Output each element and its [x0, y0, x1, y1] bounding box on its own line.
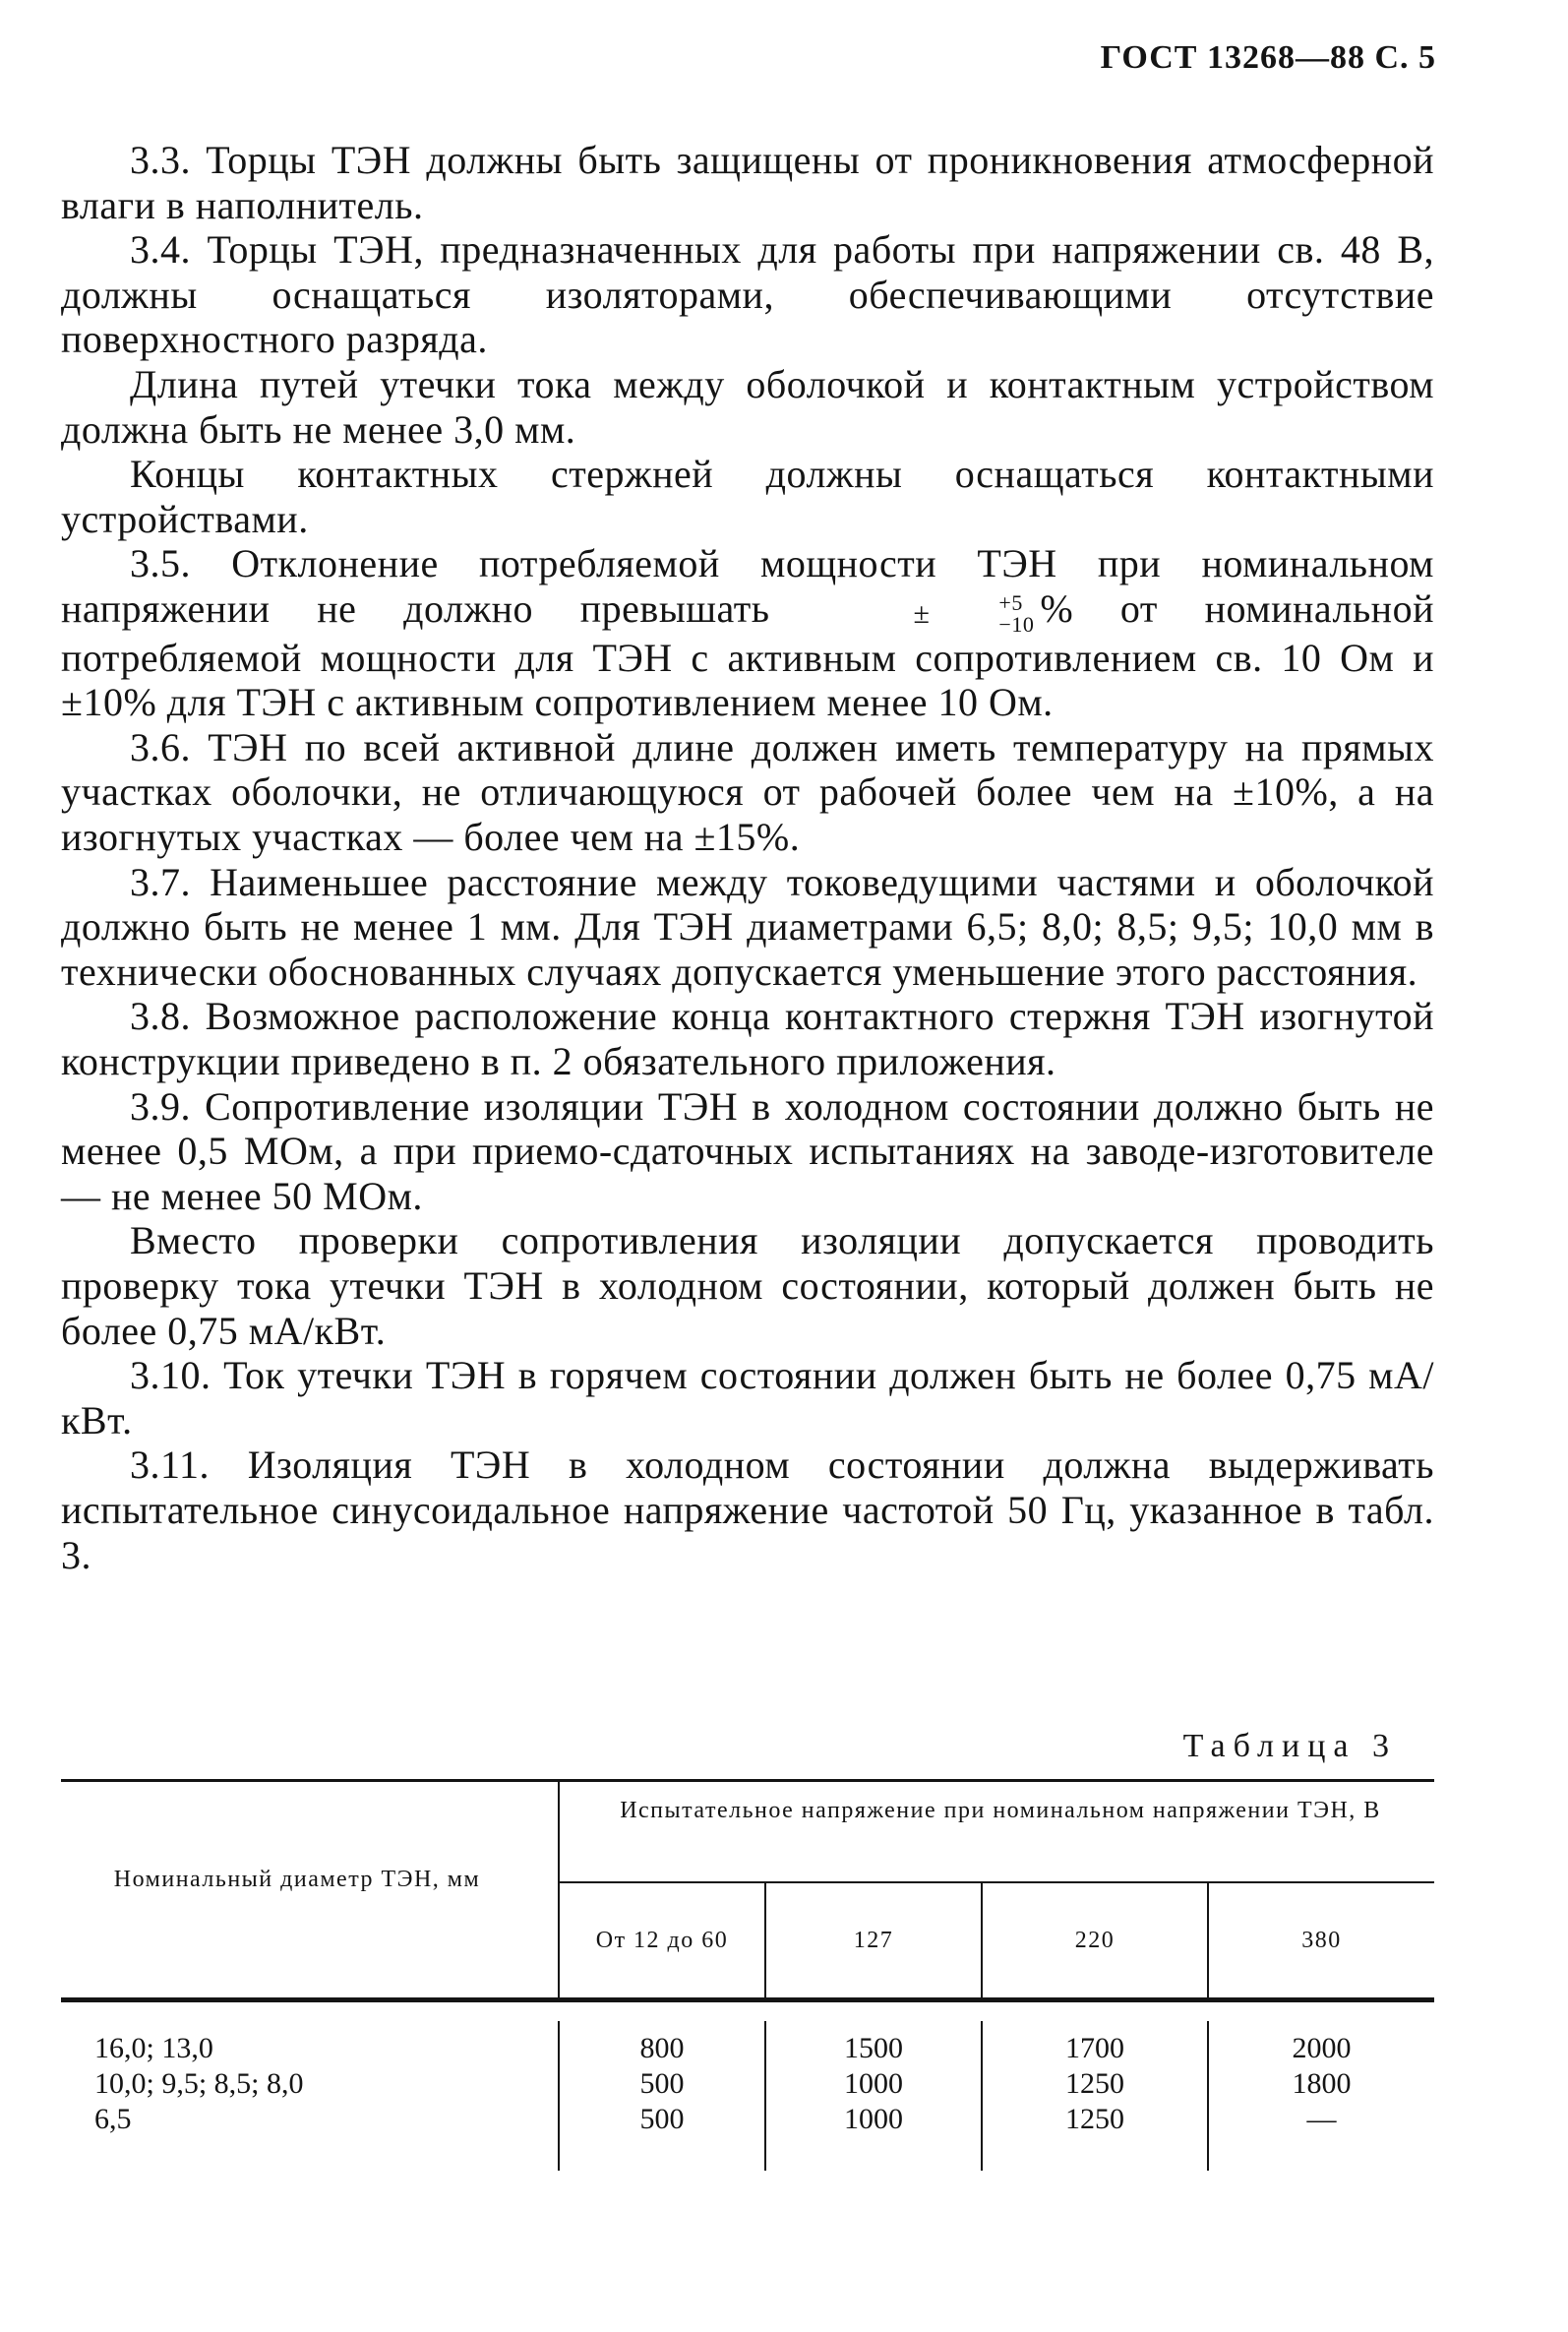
column-header-test-voltage: Испытательное напряжение при номинальном напряжении ТЭН, В [620, 1798, 1381, 1823]
table-cell: 1000 [844, 2103, 903, 2135]
document-body [61, 138, 1434, 1577]
paragraph-3-3: 3.3. Торцы ТЭН должны быть защищены от проникновения атмосферной влаги в наполнитель. [61, 138, 1434, 227]
paragraph-3-4: 3.4. Торцы ТЭН, предназначенных для работы при напряжении св. 48 В, должны оснащаться изоляторами, обеспечивающими отсутствие поверхностного разряда. [61, 227, 1434, 362]
paragraph-3-8: 3.8. Возможное расположение конца контактного стержня ТЭН изогнутой конструкции приведено в п. 2 обязательного приложения. [61, 994, 1434, 1083]
tolerance-upper: +5 [998, 589, 1023, 615]
table-cell: 500 [639, 2103, 685, 2135]
plus-minus-sign: ± [913, 596, 931, 630]
page-header: ГОСТ 13268—88 С. 5 [1100, 39, 1436, 76]
paragraph-3-5-end: % от номинальной потребляемой мощности для ТЭН с активным сопротивлением св. 10 Ом и ±10% для ТЭН с активным сопротивлением менее 10 Ом. [61, 585, 1434, 725]
table-cell: 1500 [844, 2032, 903, 2064]
tolerance-expression [775, 590, 1034, 636]
column-header-127: 127 [853, 1928, 894, 1953]
table-caption: Таблица 3 [1182, 1728, 1397, 1764]
table-vline [558, 1782, 560, 1997]
table-cell: 10,0; 9,5; 8,5; 8,0 [94, 2067, 304, 2100]
table-cell: 1800 [1292, 2067, 1352, 2100]
table-cell: — [1306, 2103, 1337, 2135]
table-cell: 1250 [1065, 2103, 1124, 2135]
paragraph-3-7: 3.7. Наименьшее расстояние между токоведущими частями и оболочкой должно быть не менее 1 мм. Для ТЭН диаметрами 6,5; 8,0; 8,5; 9,5; 10,0 мм в технически обоснованных случаях допускается уменьшение этого расстояния. [61, 859, 1434, 994]
paragraph-3-6: 3.6. ТЭН по всей активной длине должен иметь температуру на прямых участках оболочки, не отличающуюся от рабочей более чем на ±10%, а на изогнутых участках — более чем на ±15%. [61, 724, 1434, 860]
column-diameter-values [94, 2031, 527, 2137]
table-cell: 1250 [1065, 2067, 1124, 2100]
paragraph-3-9-alternative: Вместо проверки сопротивления изоляции допускается проводить проверку тока утечки ТЭН в холодном состоянии, который должен быть не более 0,75 мА/кВт. [61, 1218, 1434, 1353]
paragraph-3-11: 3.11. Изоляция ТЭН в холодном состоянии должна выдерживать испытательное синусоидальное напряжение частотой 50 Гц, указанное в табл. 3. [61, 1442, 1434, 1577]
table-cell: 1000 [844, 2067, 903, 2100]
paragraph-3-4-contact-ends: Концы контактных стержней должны оснащаться контактными устройствами. [61, 452, 1434, 541]
column-12-60-values [560, 2031, 764, 2137]
paragraph-3-9: 3.9. Сопротивление изоляции ТЭН в холодном состоянии должно быть не менее 0,5 МОм, а при приемо-сдаточных испытаниях на заводе-изготовителе — не менее 50 МОм. [61, 1083, 1434, 1218]
column-380-values [1209, 2031, 1434, 2137]
paragraph-3-5 [61, 541, 1434, 725]
column-header-12-60: От 12 до 60 [595, 1928, 729, 1953]
column-header-diameter: Номинальный диаметр ТЭН, мм [113, 1867, 481, 1892]
table-subheader-rule [559, 1881, 1434, 1883]
column-header-380: 380 [1301, 1928, 1342, 1953]
table-cell: 2000 [1292, 2032, 1352, 2064]
table-cell: 16,0; 13,0 [94, 2032, 213, 2064]
column-header-220: 220 [1074, 1928, 1116, 1953]
table-cell: 500 [639, 2067, 685, 2100]
table-cell: 1700 [1065, 2032, 1124, 2064]
paragraph-3-10: 3.10. Ток утечки ТЭН в горячем состоянии должен быть не более 0,75 мА/кВт. [61, 1353, 1434, 1442]
table-header-rule [61, 1997, 1434, 2002]
table-cell: 800 [639, 2032, 685, 2064]
column-127-values [766, 2031, 981, 2137]
table-3 [61, 1779, 1434, 2173]
table-top-rule [61, 1779, 1434, 1782]
paragraph-3-5-start: 3.5. Отклонение потребляемой мощности ТЭН при номинальном напряжении не должно превышать [61, 541, 1434, 631]
paragraph-3-4-leakage-path: Длина путей утечки тока между оболочкой и контактным устройством должна быть не менее 3,0 мм. [61, 361, 1434, 452]
table-cell: 6,5 [94, 2103, 132, 2135]
column-220-values [983, 2031, 1207, 2137]
tolerance-lower: −10 [998, 611, 1035, 637]
